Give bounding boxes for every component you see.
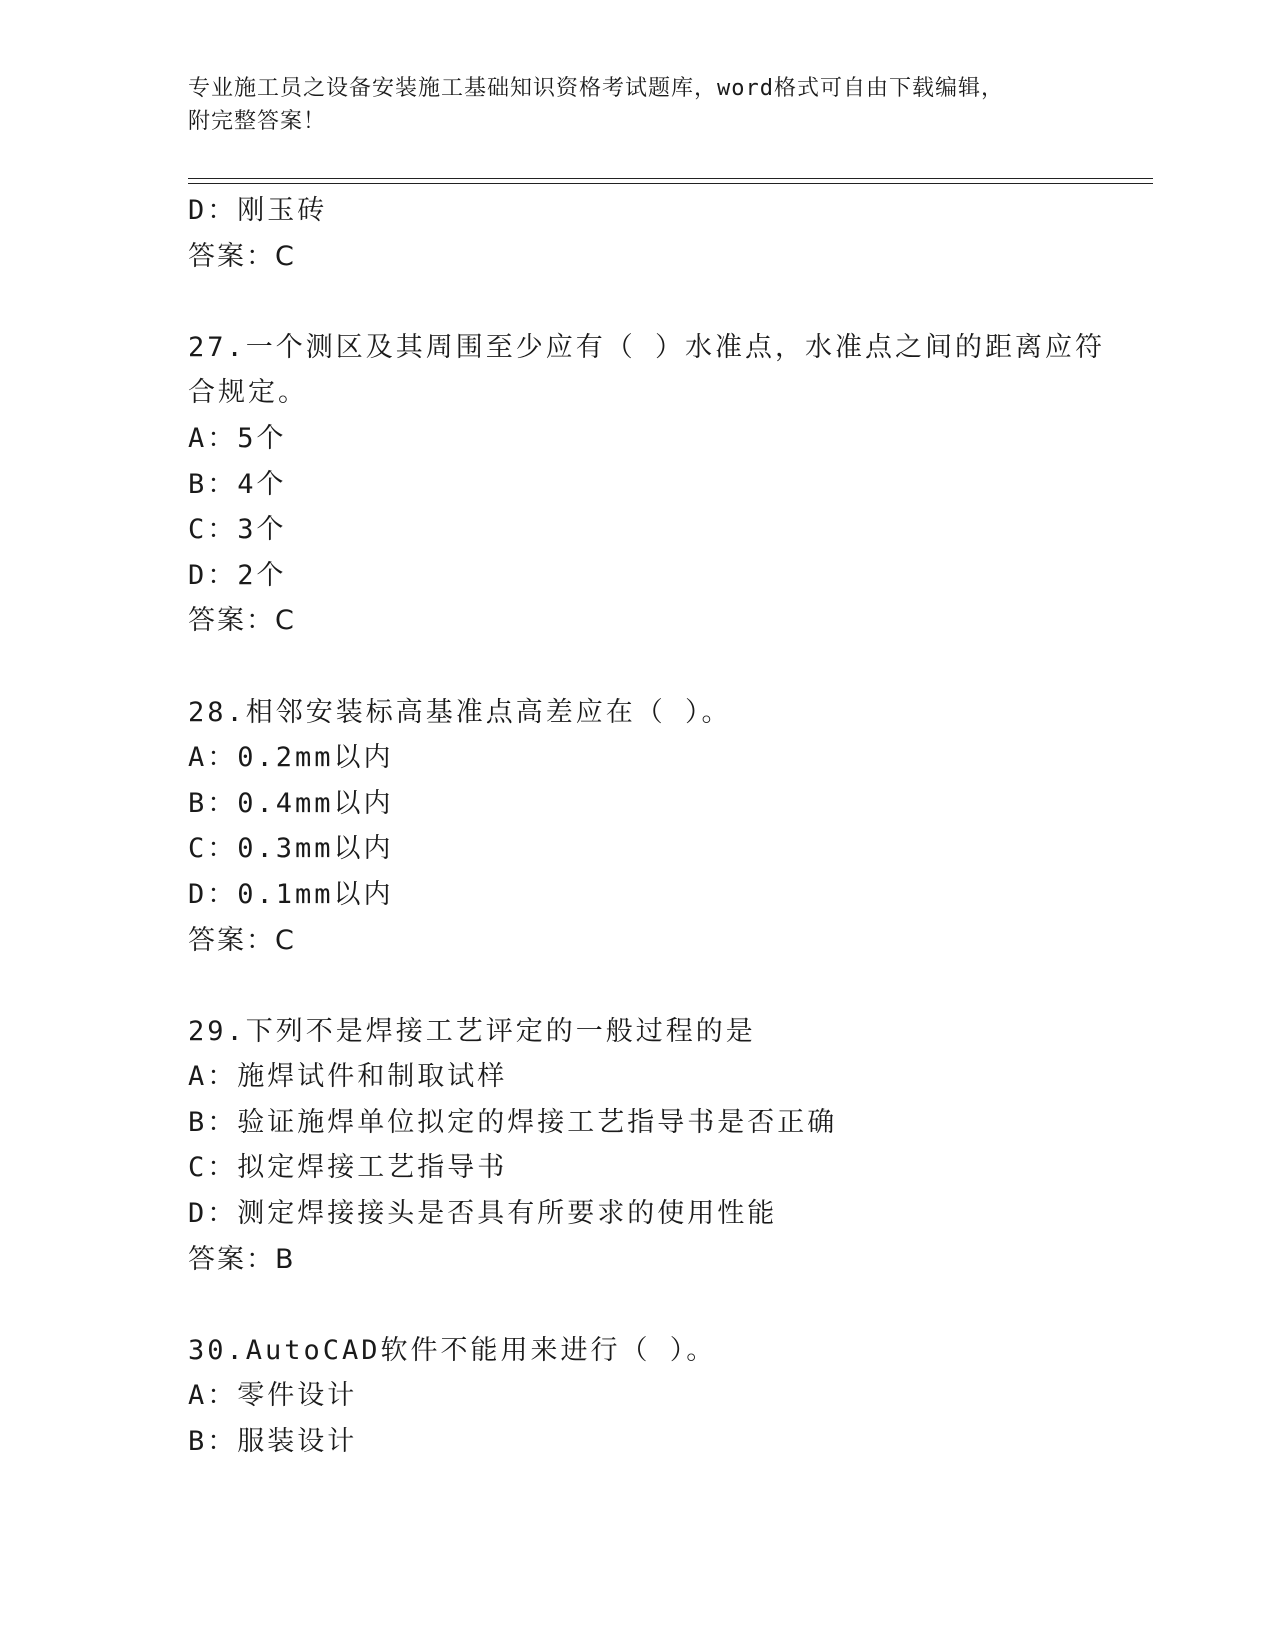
question-28 xyxy=(188,690,1148,964)
spacer xyxy=(188,279,1148,325)
header-line-2: 附完整答案！ xyxy=(188,109,327,134)
spacer xyxy=(188,963,1148,1009)
option-d: D：刚玉砖 xyxy=(188,195,328,226)
spacer xyxy=(188,1282,1148,1328)
document-header xyxy=(188,72,1088,138)
option-d: D：2个 xyxy=(188,559,287,591)
answer-line: 答案：C xyxy=(188,240,296,272)
option-c: C：拟定焊接工艺指导书 xyxy=(188,1152,508,1184)
question-text: 29.下列不是焊接工艺评定的一般过程的是 xyxy=(188,1015,756,1047)
question-30 xyxy=(188,1328,1148,1465)
answer-line: 答案：C xyxy=(188,924,296,956)
question-text: 27.一个测区及其周围至少应有（ ）水准点，水准点之间的距离应符 xyxy=(188,331,1106,363)
option-b: B：4个 xyxy=(188,468,287,500)
question-27 xyxy=(188,325,1148,644)
option-a: A：0.2mm以内 xyxy=(188,742,394,774)
question-text: 30.AutoCAD软件不能用来进行（ ）。 xyxy=(188,1334,717,1366)
option-a: A：零件设计 xyxy=(188,1380,358,1412)
option-c: C：3个 xyxy=(188,514,287,546)
answer-line: 答案：C xyxy=(188,605,296,637)
question-text: 28.相邻安装标高基准点高差应在（ ）。 xyxy=(188,696,732,728)
header-divider-bottom xyxy=(188,183,1153,184)
answer-line: 答案：B xyxy=(188,1243,296,1275)
option-b: B：服装设计 xyxy=(188,1426,358,1458)
option-c: C：0.3mm以内 xyxy=(188,833,394,865)
option-a: A：5个 xyxy=(188,422,287,454)
option-a: A：施焊试件和制取试样 xyxy=(188,1061,508,1093)
option-d: D：测定焊接接头是否具有所要求的使用性能 xyxy=(188,1198,778,1230)
header-line-1: 专业施工员之设备安装施工基础知识资格考试题库，word格式可自由下载编辑， xyxy=(188,76,1004,101)
question-29 xyxy=(188,1009,1148,1283)
spacer xyxy=(188,644,1148,690)
question-26-tail xyxy=(188,188,1148,279)
option-b: B：0.4mm以内 xyxy=(188,787,394,819)
question-list xyxy=(188,188,1148,1465)
header-divider-top xyxy=(188,178,1153,179)
option-b: B：验证施焊单位拟定的焊接工艺指导书是否正确 xyxy=(188,1106,838,1138)
question-text-cont: 合规定。 xyxy=(188,377,308,409)
option-d: D：0.1mm以内 xyxy=(188,878,394,910)
